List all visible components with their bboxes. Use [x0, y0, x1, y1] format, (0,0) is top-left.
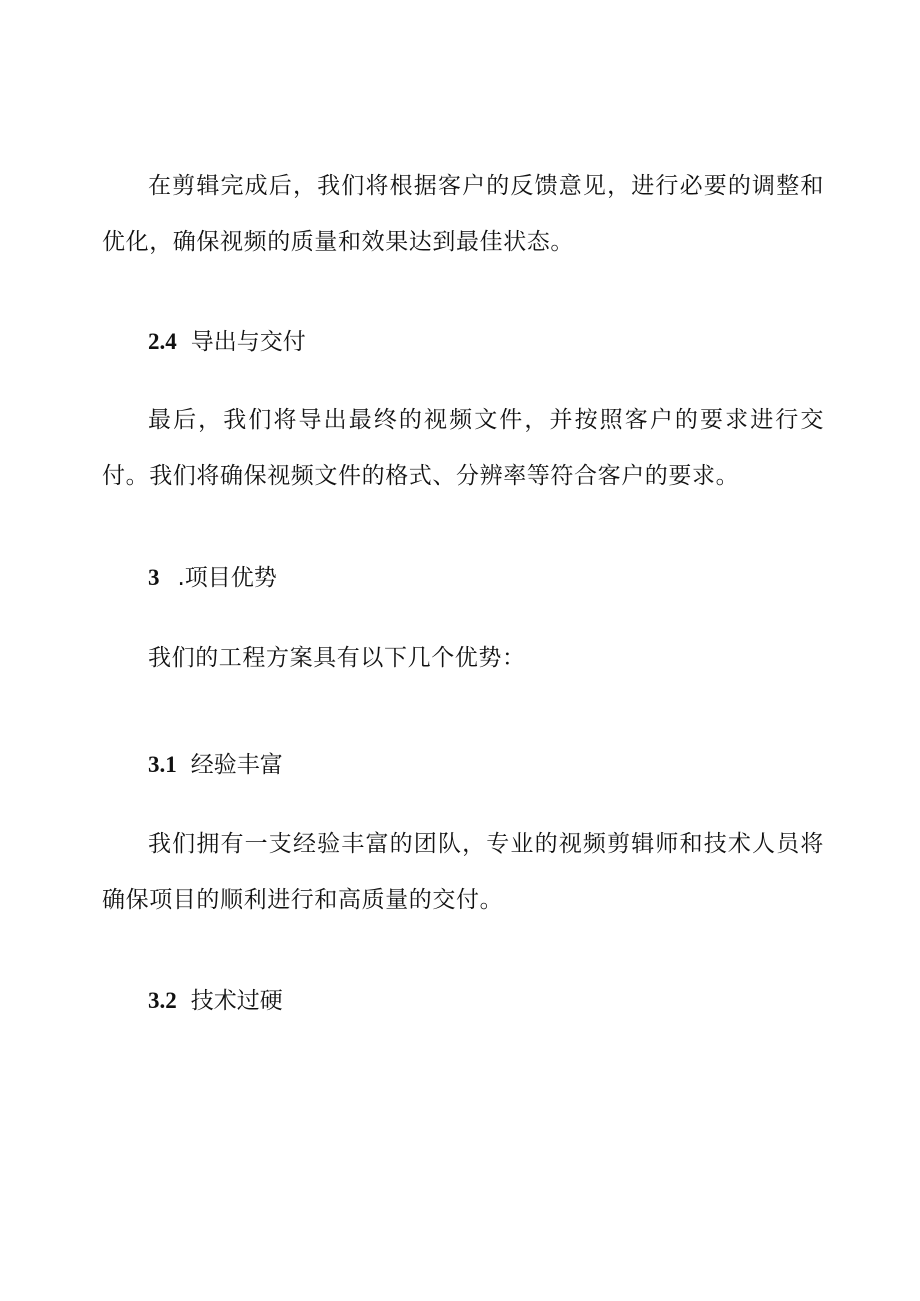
paragraph-adjustment: 在剪辑完成后，我们将根据客户的反馈意见，进行必要的调整和优化，确保视频的质量和效果达到最佳状态。	[102, 173, 824, 255]
heading-title: .项目优势	[177, 565, 277, 591]
paragraph-advantages-intro: 我们的工程方案具有以下几个优势：	[148, 645, 526, 671]
heading-3-1	[148, 750, 283, 780]
heading-title: 导出与交付	[190, 329, 306, 355]
heading-number: 3.1	[148, 752, 177, 777]
paragraph-export-delivery: 最后，我们将导出最终的视频文件，并按照客户的要求进行交付。我们将确保视频文件的格式、分辨率等符合客户的要求。	[102, 407, 824, 489]
heading-title: 经验丰富	[190, 752, 283, 778]
heading-3	[148, 563, 277, 593]
heading-2-4	[148, 327, 306, 357]
heading-3-2	[148, 986, 283, 1016]
heading-number: 3.2	[148, 988, 177, 1013]
paragraph-experienced-team: 我们拥有一支经验丰富的团队，专业的视频剪辑师和技术人员将确保项目的顺利进行和高质量的交付。	[102, 831, 824, 913]
heading-number: 2.4	[148, 329, 177, 354]
heading-title: 技术过硬	[190, 988, 283, 1014]
heading-number: 3	[148, 565, 160, 590]
